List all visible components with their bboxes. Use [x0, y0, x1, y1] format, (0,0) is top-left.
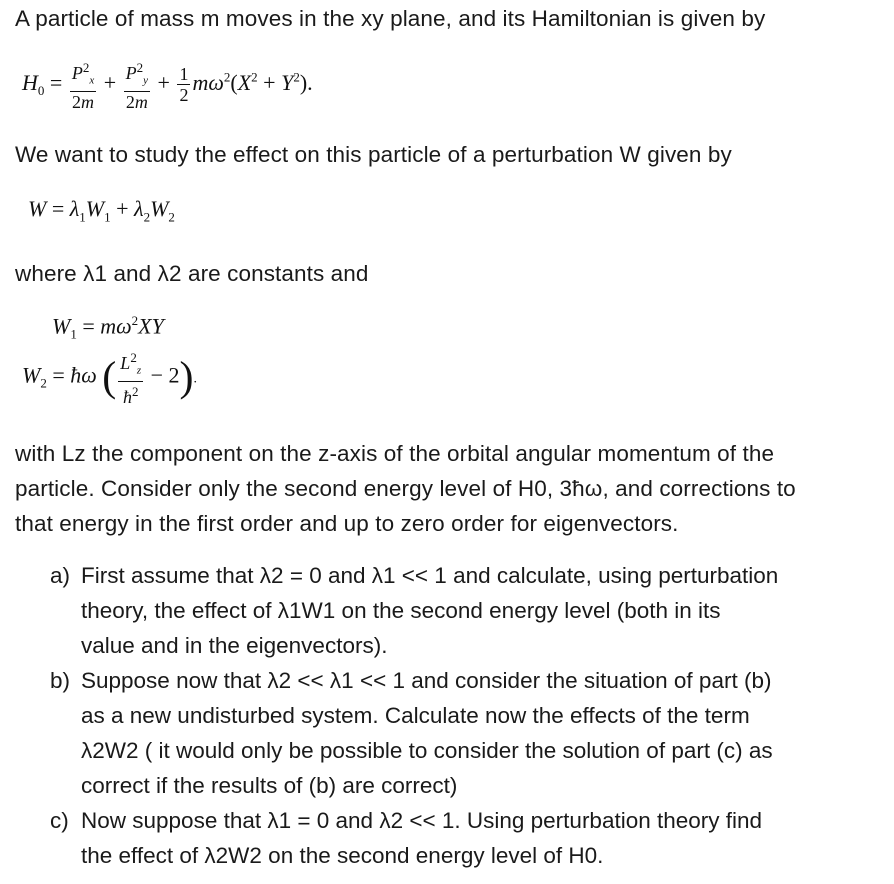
question-item-c: [50, 803, 871, 873]
item-line: λ2W2 ( it would only be possible to consider the solution of part (c) as: [81, 738, 773, 763]
item-line: correct if the results of (b) are correct): [81, 773, 458, 798]
item-line: First assume that λ2 = 0 and λ1 << 1 and calculate, using perturbation: [81, 563, 779, 588]
item-marker: b): [50, 668, 71, 693]
intro-text: A particle of mass m moves in the xy plane, and its Hamiltonian is given by: [15, 6, 766, 31]
item-line: as a new undisturbed system. Calculate now the effects of the term: [81, 703, 750, 728]
paragraph-line-3: that energy in the first order and up to zero order for eigenvectors.: [15, 511, 679, 536]
paragraph-line-1: with Lz the component on the z-axis of the orbital angular momentum of the: [15, 441, 775, 466]
perturbation-intro-text: We want to study the effect on this particle of a perturbation W given by: [15, 142, 732, 167]
question-list: [50, 558, 871, 873]
item-line: theory, the effect of λ1W1 on the second energy level (both in its: [81, 598, 721, 623]
item-marker: a): [50, 563, 71, 588]
paragraph-line-2: particle. Consider only the second energy level of H0, 3ħω, and corrections to: [15, 476, 796, 501]
item-line: Now suppose that λ1 = 0 and λ2 << 1. Using perturbation theory find: [81, 808, 763, 833]
item-line: the effect of λ2W2 on the second energy level of H0.: [81, 843, 604, 868]
perturbation-equation: $W = \lambda_1W_1 + \lambda_2W_2$: [28, 196, 175, 225]
item-line: value and in the eigenvectors).: [81, 633, 388, 658]
constants-text: where λ1 and λ2 are constants and: [15, 261, 369, 286]
hamiltonian-equation: $H_0$ = $\frac{P^2_x}{2m}$ + $\frac{P^2_y}{2m}$ + $\frac{1}{2}$ $m\omega^2(X^2 + Y^2)$.: [22, 60, 313, 112]
w1-equation: $W_1 = m\omega^2XY$: [52, 313, 164, 342]
question-item-b: [50, 663, 871, 803]
item-line: Suppose now that λ2 << λ1 << 1 and consider the situation of part (b): [81, 668, 772, 693]
w2-equation: $W_2$ = ħω ( $\frac{L^2_z}{ħ^2}$ − 2).: [22, 350, 198, 407]
question-item-a: [50, 558, 871, 663]
item-marker: c): [50, 808, 69, 833]
